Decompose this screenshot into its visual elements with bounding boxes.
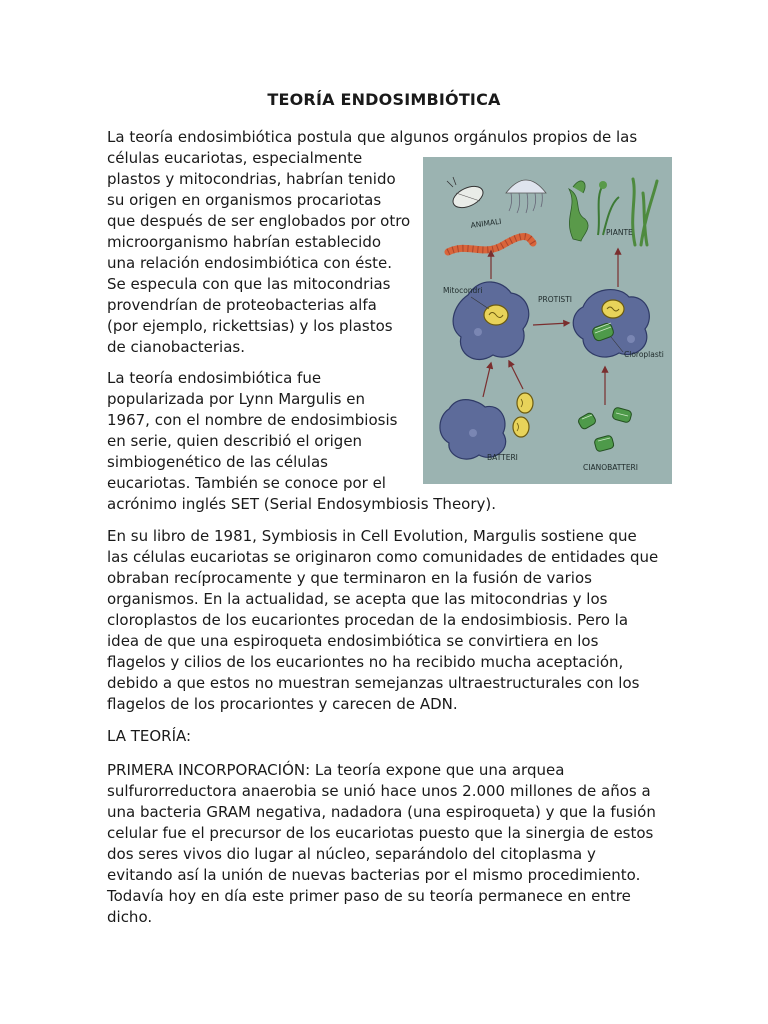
text-line: una bacteria GRAM negativa, nadadora (una espiroqueta) y que la fusión — [107, 803, 656, 821]
text-line: PRIMERA INCORPORACIÓN: La teoría expone que una arquea — [107, 761, 565, 779]
text-line: cloroplastos de los eucariontes procedan de la endosimbiosis. Pero la — [107, 611, 629, 629]
protist-cell-chloroplast — [573, 290, 649, 357]
text-line: sulfurorreductora anaerobia se unió hace unos 2.000 millones de años a — [107, 782, 651, 800]
text-line: Todavía hoy en día este primer paso de su teoría permanece en entre — [107, 887, 631, 905]
text-line: La teoría endosimbiótica fue — [107, 369, 322, 387]
animal-jellyfish-icon — [506, 180, 546, 213]
text-line: celular fue el precursor de los eucariotas puesto que la sinergia de estos — [107, 824, 654, 842]
animal-worm-icon — [448, 237, 533, 253]
text-line: su origen en organismos procariotas — [107, 191, 382, 209]
text-line: una relación endosimbiótica con éste. — [107, 254, 393, 272]
label-batteri: BATTERI — [487, 453, 518, 462]
margulis-paragraph — [107, 368, 496, 515]
plant-seaweed-icon — [569, 181, 588, 241]
arrow-mito-to-protist — [509, 361, 523, 389]
plant-moss-icon — [598, 181, 619, 235]
text-line: provendrían de proteobacterias alfa — [107, 296, 377, 314]
text-line: células eucariotas, especialmente — [107, 149, 363, 167]
text-line: debido a que estos no muestran semejanzas ultraestructurales con los — [107, 674, 640, 692]
text-line: eucariotas. También se conoce por el — [107, 474, 386, 492]
text-line: organismos. En la actualidad, se acepta que las mitocondrias y los — [107, 590, 608, 608]
text-line: popularizada por Lynn Margulis en — [107, 390, 365, 408]
text-line: acrónimo inglés SET (Serial Endosymbiosis Theory). — [107, 495, 497, 513]
text-line: flagelos y cilios de los eucariontes no ha recibido mucha aceptación, — [107, 653, 624, 671]
book-paragraph — [107, 526, 658, 715]
animal-isopod-icon — [447, 177, 486, 212]
text-line: dos seres vivos dio lugar al núcleo, separándolo del citoplasma y — [107, 845, 596, 863]
text-line: microorganismo habrían establecido — [107, 233, 382, 251]
text-line: (por ejemplo, rickettsias) y los plastos — [107, 317, 393, 335]
label-cianobatteri: CIANOBATTERI — [583, 463, 638, 472]
text-line: La teoría endosimbiótica postula que algunos orgánulos propios de las — [107, 128, 638, 146]
arrow-to-plant-protist — [533, 323, 569, 325]
page-title: TEORÍA ENDOSIMBIÓTICA — [267, 90, 501, 109]
section-heading — [107, 726, 191, 747]
text-line: Se especula con que las mitocondrias — [107, 275, 391, 293]
text-line: idea de que una espiroqueta endosimbiótica se convirtiera en los — [107, 632, 599, 650]
text-line: las células eucariotas se originaron como comunidades de entidades que — [107, 548, 659, 566]
text-line: flagelos de los procariontes y carecen de ADN. — [107, 695, 458, 713]
text-line: evitando así la unión de nuevas bacterias por el mismo procedimiento. — [107, 866, 641, 884]
plant-grass-icon — [633, 179, 657, 245]
first-incorporation-paragraph — [107, 760, 656, 928]
alpha-proteobacteria-icon — [513, 393, 533, 437]
label-protisti: PROTISTI — [538, 295, 572, 304]
label-piante: PIANTE — [606, 228, 633, 237]
text-line: dicho. — [107, 908, 153, 926]
text-line: plastos y mitocondrias, habrían tenido — [107, 170, 396, 188]
label-mitocondri: Mitocondri — [443, 286, 483, 295]
text-line: En su libro de 1981, Symbiosis in Cell Evolution, Margulis sostiene que — [107, 527, 637, 545]
label-animali: ANIMALI — [470, 216, 502, 230]
text-line: que después de ser englobados por otro — [107, 212, 411, 230]
text-line: simbiogenético de las células — [107, 453, 328, 471]
label-cloroplasti: Cloroplasti — [624, 350, 664, 359]
text-line: de cianobacterias. — [107, 338, 245, 356]
section-heading-text: LA TEORÍA: — [107, 727, 192, 745]
cyanobacteria-icon — [577, 407, 632, 452]
text-line: 1967, con el nombre de endosimbiosis — [107, 411, 398, 429]
text-line: en serie, quien describió el origen — [107, 432, 363, 450]
text-line: obraban recíprocamente y que terminaron en la fusión de varios — [107, 569, 592, 587]
